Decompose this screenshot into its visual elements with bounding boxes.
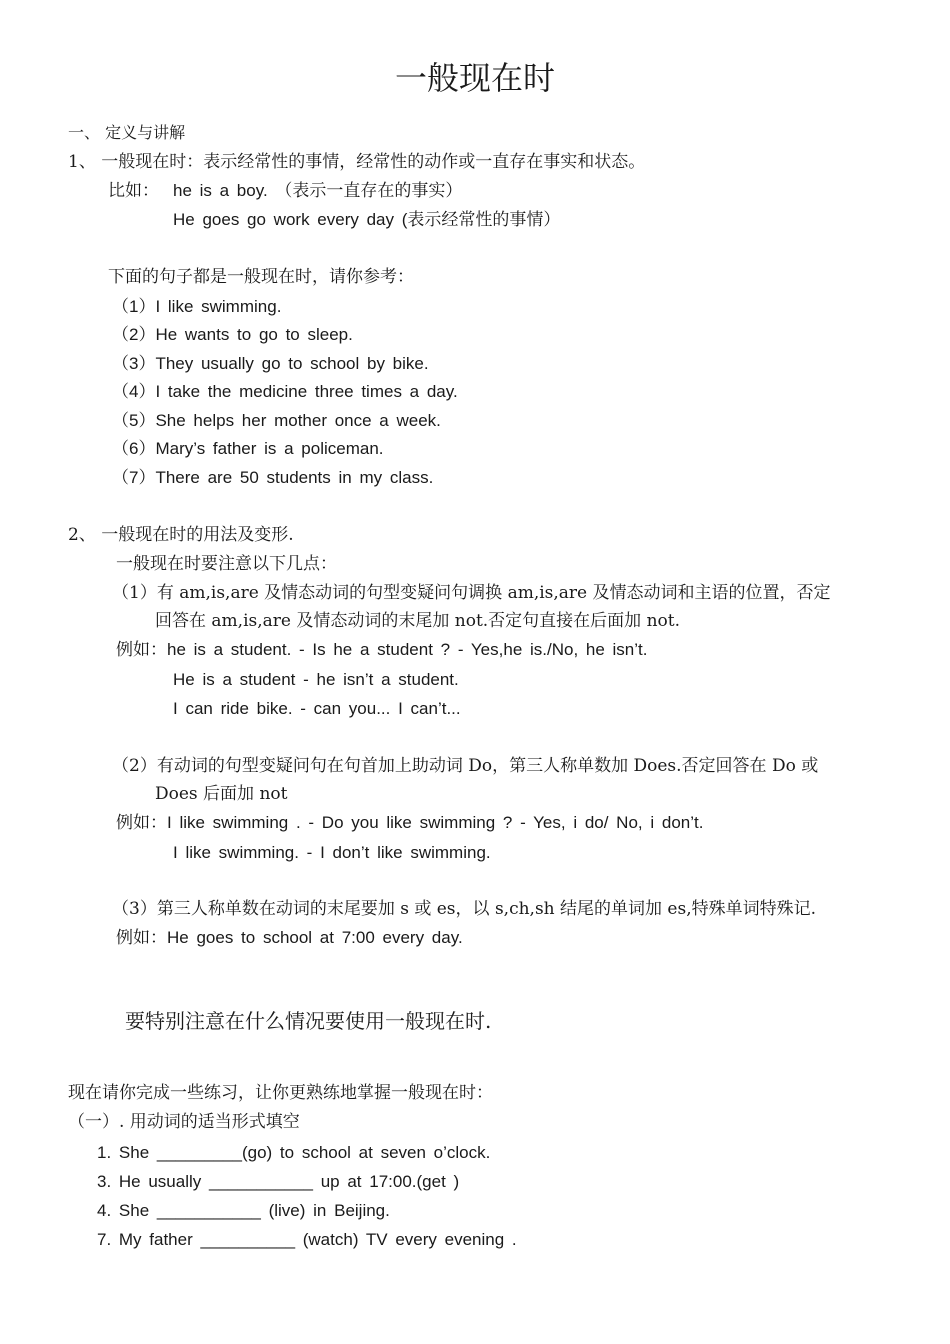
- section-2-intro: 一般现在时要注意以下几点：: [116, 554, 337, 574]
- example-label: 比如：: [108, 181, 159, 201]
- list-item: （1）I like swimming.: [112, 297, 282, 316]
- list-item: （5）She helps her mother once a week.: [112, 411, 441, 430]
- section-1-heading: 一、 定义与讲解: [68, 123, 186, 142]
- emphasis-note: 要特别注意在什么情况要使用一般现在时.: [125, 1009, 492, 1033]
- list-item: （2）He wants to go to sleep.: [112, 325, 353, 344]
- example-sentence-2: He goes go work every day (表示经常性的事情）: [173, 210, 561, 229]
- rule-1-example-3: I can ride bike. - can you... I can’t...: [173, 699, 461, 718]
- exercise-item: 1. She _________(go) to school at seven o’clock.: [97, 1143, 491, 1162]
- exercise-item: 3. He usually ___________ up at 17:00.(get ): [97, 1172, 460, 1191]
- list-item: （3）They usually go to school by bike.: [112, 354, 429, 373]
- rule-3-line-1: （3）第三人称单数在动词的末尾要加 s 或 es，以 s,ch,sh 结尾的单词加 es,特殊单词特殊记.: [112, 899, 817, 919]
- exercise-intro: 现在请你完成一些练习，让你更熟练地掌握一般现在时：: [68, 1083, 493, 1103]
- example-sentence-1: he is a boy. （表示一直存在的事实）: [173, 181, 463, 200]
- exercise-part-1-heading: （一）. 用动词的适当形式填空: [68, 1112, 300, 1132]
- rule-1-example-2: He is a student - he isn’t a student.: [173, 670, 459, 689]
- exercise-item: 7. My father __________ (watch) TV every evening .: [97, 1230, 517, 1249]
- section-2-heading: 2、 一般现在时的用法及变形.: [68, 525, 294, 545]
- list-item: （4）I take the medicine three times a day.: [112, 382, 458, 401]
- rule-2-line-2: Does 后面加 not: [155, 784, 288, 804]
- rule-1-line-2: 回答在 am,is,are 及情态动词的末尾加 not.否定句直接在后面加 not.: [155, 611, 680, 631]
- rule-1-line-1: （1）有 am,is,are 及情态动词的句型变疑问句调换 am,is,are 及情态动词和主语的位置，否定: [112, 583, 831, 603]
- rule-2-example-2: I like swimming. - I don’t like swimming.: [173, 843, 491, 862]
- page-title: 一般现在时: [394, 59, 555, 97]
- rule-1-example-1: 例如：he is a student. - Is he a student ? - Yes,he is./No, he isn’t.: [116, 640, 648, 659]
- point-1-definition: 1、 一般现在时：表示经常性的事情，经常性的动作或一直存在事实和状态。: [68, 152, 646, 172]
- rule-2-line-1: （2）有动词的句型变疑问句在句首加上助动词 Do，第三人称单数加 Does.否定回答在 Do 或: [112, 756, 819, 776]
- exercise-item: 4. She ___________ (live) in Beijing.: [97, 1201, 390, 1220]
- sentences-intro: 下面的句子都是一般现在时，请你参考：: [108, 267, 414, 287]
- rule-2-example-1: 例如：I like swimming . - Do you like swimming ? - Yes, i do/ No, i don’t.: [116, 813, 704, 832]
- list-item: （6）Mary’s father is a policeman.: [112, 439, 384, 458]
- list-item: （7）There are 50 students in my class.: [112, 468, 434, 487]
- rule-3-example: 例如：He goes to school at 7:00 every day.: [116, 928, 463, 947]
